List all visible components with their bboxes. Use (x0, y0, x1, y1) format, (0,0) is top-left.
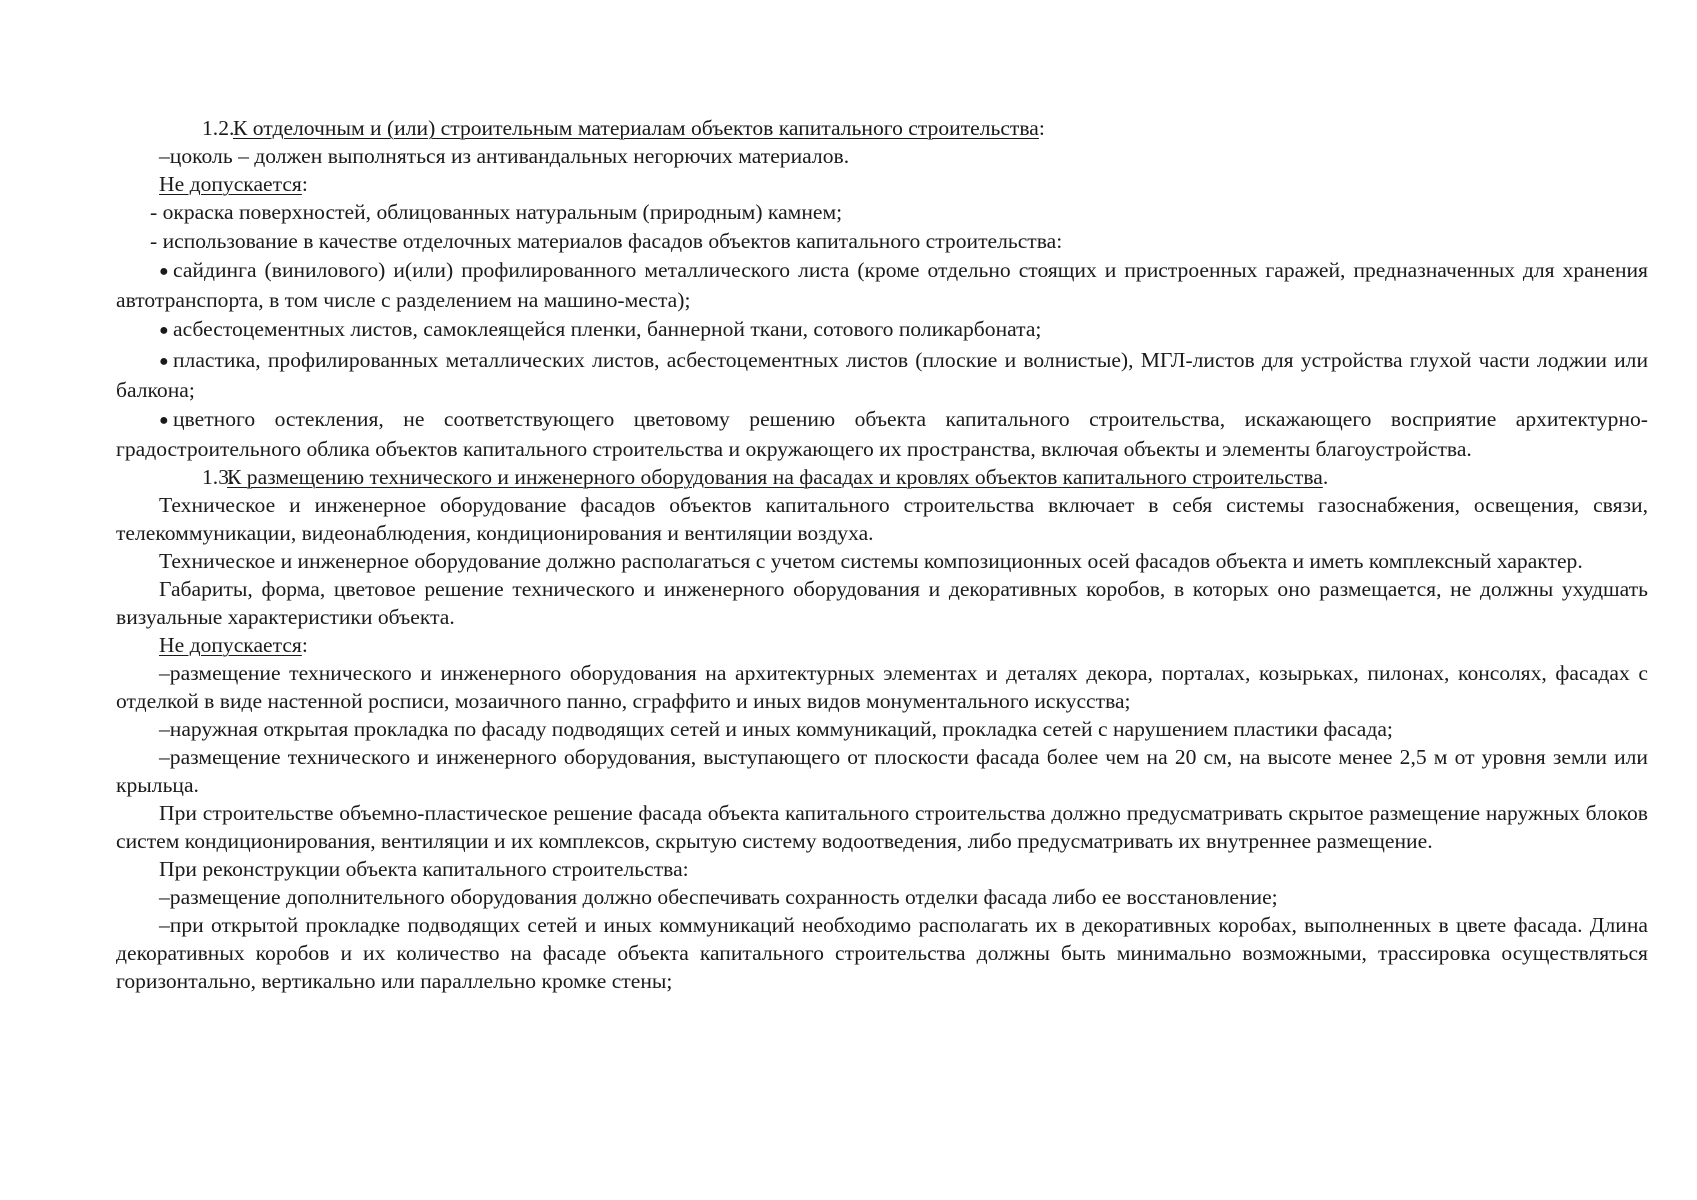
section-1-2-heading (116, 114, 1648, 142)
section-title: К размещению технического и инженерного оборудования на фасадах и кровлях объектов капитального строительства (227, 465, 1323, 489)
plinth-requirement: –цоколь – должен выполняться из антивандальных негорючих материалов. (159, 144, 850, 168)
bullet-icon: ● (159, 353, 169, 370)
section-number: 1.3. (202, 465, 235, 489)
paragraph: Техническое и инженерное оборудование фасадов объектов капитального строительства включает в себя системы газоснабжения, освещения, связи, телекоммуникации, видеонаблюдения, кондиционирования и вентиляции воздуха. (116, 493, 1648, 545)
bullet-icon: ● (159, 412, 169, 429)
bullet-item: ● сайдинга (винилового) и(или) профилированного металлического листа (кроме отдельно стоящих и пристроенных гаражей, предназначенных для хранения автотранспорта, в том числе с разделением на машино-места); (116, 258, 1648, 312)
paragraph: При реконструкции объекта капитального строительства: (159, 857, 689, 881)
list-item: –при открытой прокладке подводящих сетей и иных коммуникаций необходимо располагать их в декоративных коробах, выполненных в цвете фасада. Длина декоративных коробов и их количество на фасаде объекта капитального строительства должны быть минимально возможными, трассировка осуществляться горизонтально, вертикально или параллельно кромке стены; (116, 913, 1648, 993)
section-title-suffix: : (1038, 116, 1045, 140)
paragraph: Габариты, форма, цветовое решение технического и инженерного оборудования и декоративных коробов, в которых оно размещается, не должны ухудшать визуальные характеристики объекта. (116, 577, 1648, 629)
bullet-icon: ● (159, 322, 169, 339)
list-item: - окраска поверхностей, облицованных натуральным (природным) камнем; (150, 200, 843, 224)
section-1-3-heading (116, 463, 1648, 491)
list-item: –размещение дополнительного оборудования должно обеспечивать сохранность отделки фасада либо ее восстановление; (159, 885, 1278, 909)
bullet-icon: ● (159, 263, 169, 280)
not-allowed-label: Не допускается: (159, 633, 308, 657)
not-allowed-label: Не допускается: (159, 172, 308, 196)
bullet-item: ● асбестоцементных листов, самоклеящейся пленки, баннерной ткани, сотового поликарбоната; (116, 314, 1648, 345)
paragraph: Техническое и инженерное оборудование должно располагаться с учетом системы композиционных осей фасадов объекта и иметь комплексный характер. (159, 549, 1583, 573)
list-item: - использование в качестве отделочных материалов фасадов объектов капитального строительства: (150, 229, 1063, 253)
paragraph: При строительстве объемно-пластическое решение фасада объекта капитального строительства должно предусматривать скрытое размещение наружных блоков систем кондиционирования, вентиляции и их комплексов, скрытую систему водоотведения, либо предусматривать их внутреннее размещение. (116, 801, 1648, 853)
bullet-item: ● цветного остекления, не соответствующего цветовому решению объекта капитального строительства, искажающего восприятие архитектурно-градостроительного облика объектов капитального строительства и окружающего их пространства, включая объекты и элементы благоустройства. (116, 407, 1648, 461)
section-title-suffix: . (1322, 465, 1329, 489)
list-item: –наружная открытая прокладка по фасаду подводящих сетей и иных коммуникаций, прокладка сетей с нарушением пластики фасада; (159, 717, 1393, 741)
section-number: 1.2. (202, 116, 235, 140)
list-item: –размещение технического и инженерного оборудования, выступающего от плоскости фасада более чем на 20 см, на высоте менее 2,5 м от уровня земли или крыльца. (116, 745, 1648, 797)
section-title: К отделочным и (или) строительным материалам объектов капитального строительства (233, 116, 1039, 140)
list-item: –размещение технического и инженерного оборудования на архитектурных элементах и деталях декора, порталах, козырьках, пилонах, консолях, фасадах с отделкой в виде настенной росписи, мозаичного панно, сграффито и иных видов монументального искусства; (116, 661, 1648, 713)
bullet-item: ● пластика, профилированных металлических листов, асбестоцементных листов (плоские и волнистые), МГЛ-листов для устройства глухой части лоджии или балкона; (116, 348, 1648, 402)
document-page (116, 114, 1648, 995)
